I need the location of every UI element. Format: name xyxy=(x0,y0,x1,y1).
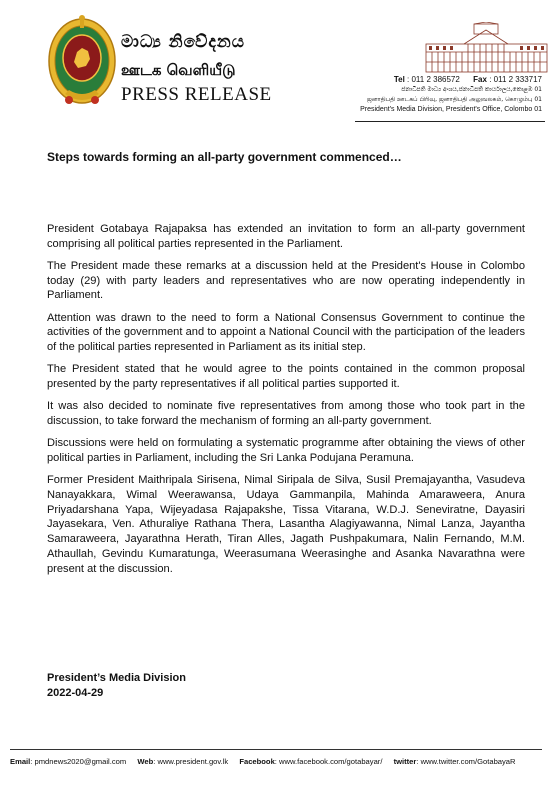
letterhead xyxy=(0,0,552,125)
web-label: Web xyxy=(137,757,154,766)
web-link[interactable]: : www.president.gov.lk xyxy=(153,757,229,766)
document-heading: Steps towards forming an all-party government commenced… xyxy=(47,150,402,164)
title-sinhala: මාධ්‍ය නිවේදනය xyxy=(121,32,245,52)
twitter-link[interactable]: : www.twitter.com/GotabayaR xyxy=(416,757,516,766)
tel-label: Tel xyxy=(393,75,405,84)
header-divider xyxy=(355,121,545,122)
footer-web xyxy=(137,757,230,766)
footer-divider xyxy=(10,749,542,750)
footer-twitter xyxy=(394,757,516,766)
footer xyxy=(10,757,550,766)
fax-label: Fax xyxy=(473,75,487,84)
title-tamil: ஊடக வெளியீடு xyxy=(121,61,236,79)
twitter-label: twitter xyxy=(393,757,417,766)
email-label: Email xyxy=(10,757,31,766)
paragraph: It was also decided to nominate five representatives from among those who took part in the discussion, to take forward the mechanism of forming an all-party government. xyxy=(47,400,525,427)
footer-facebook xyxy=(239,757,384,766)
paragraph: The President stated that he would agree to the points contained in the common proposal presented by the party representatives if all political parties supported it. xyxy=(47,363,525,391)
address-tamil: ஜனாதிபதி ஊடகப் பிரிவு, ஜனாதிபதி அலுவலகம், கொழும்பு 01 xyxy=(366,96,542,103)
facebook-link[interactable]: : www.facebook.com/gotabayar/ xyxy=(274,757,383,766)
email-link[interactable]: : pmdnews2020@gmail.com xyxy=(30,757,127,766)
document-body xyxy=(47,222,525,584)
paragraph: President Gotabaya Rajapaksa has extended an invitation to form an all-party government comprising all political parties represented in the Parliament. xyxy=(47,223,525,250)
signature: President’s Media Division xyxy=(47,672,186,684)
tel-value: : 011 2 386572 xyxy=(407,75,460,84)
address-english: President's Media Division, President's Office, Colombo 01 xyxy=(360,106,542,113)
paragraph: Former President Maithripala Sirisena, Nimal Siripala de Silva, Susil Premajayantha, Vasudeva Nanayakkara, Wimal Weerawansa, Udaya Gammanpila, Mahinda Amaraweera, Anura Priyadarshana Yapa, Wijeyadasa Rajapakshe, Tissa Vitarana, W.D.J. Seneviratne, Dayasiri Jayasekara, Ven. Athuraliye Rathana Thera, Lasantha Alagiyawanna, Nimal Lanza, Jayantha Samaraweera, Jayarathna Herath, Tiran Alles, Jagath Pushpakumara, Nalin Fernando, M.M. Athaullah, Gevindu Kumaratunga, Weerasumana Weerasinghe and Asanka Navarathna were present at the discussion. xyxy=(47,473,525,575)
paragraph: Discussions were held on formulating a systematic programme after obtaining the views of other political parties in Parliament, including the Sri Lanka Podujana Peramuna. xyxy=(47,437,525,464)
title-english: PRESS RELEASE xyxy=(121,84,272,105)
presidential-secretariat-building-icon xyxy=(424,22,549,74)
facebook-label: Facebook xyxy=(239,757,275,766)
sri-lanka-emblem-icon xyxy=(47,14,117,106)
address-sinhala: ජනාධිපති මාධ්‍ය අංශය,ජනාධිපති කාර්යාලය,කොළඹ 01 xyxy=(401,86,542,93)
paragraph: The President made these remarks at a discussion held at the President's House in Colombo today (29) with party leaders and representatives who are now operating independently in Parliament. xyxy=(47,259,525,302)
fax-value: : 011 2 333717 xyxy=(489,75,542,84)
signature-block xyxy=(47,671,186,701)
contact-block xyxy=(360,75,542,115)
document-date: 2022-04-29 xyxy=(47,687,104,699)
paragraph: Attention was drawn to the need to form a National Consensus Government to continue the activities of the government and to appoint a National Council with the participation of the leaders of the political parties represented in Parliament as its initial step. xyxy=(47,311,525,354)
footer-email xyxy=(10,757,128,766)
